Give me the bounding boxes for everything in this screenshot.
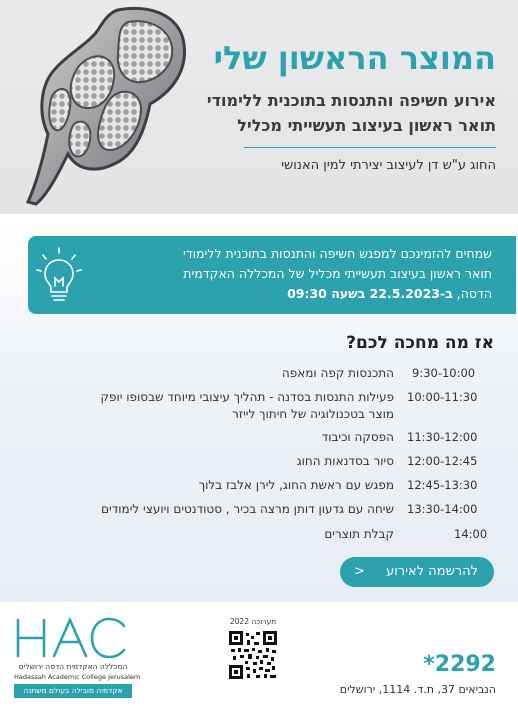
schedule-time: 9:30-10:00	[412, 366, 476, 380]
lightbulb-icon	[28, 236, 90, 314]
register-button[interactable]	[340, 557, 494, 587]
schedule-activity-line-1: פעילות התנסות בסדנה - תהליך עיצובי מיוחד שבסופו יופק	[100, 390, 394, 404]
phone-number[interactable]: *2292	[423, 652, 496, 677]
schedule-activity: סיור בסדנאות החוג	[296, 454, 394, 468]
subtitle-line-1: אירוע חשיפה והתנסות בתוכנית ללימודי	[206, 91, 496, 110]
register-label: להרשמה לאירוע	[386, 564, 478, 579]
schedule-time: 13:30-14:00	[407, 502, 478, 516]
schedule-row	[0, 429, 518, 449]
chevron-left-icon: <	[354, 564, 365, 579]
expo-label: תערוכה 2022	[229, 617, 277, 626]
schedule-activity: מפגש עם ראשת החוג, לירן אלבז בלוך	[198, 478, 394, 492]
invitation-line-1: שמחים להזמינכם למפגש חשיפה והתנסות בתוכנית ללימודי	[183, 246, 492, 261]
qr-code[interactable]	[229, 631, 277, 691]
host-department: החוג ע"ש דן לעיצוב יצירתי למין האנושי	[281, 158, 496, 173]
invitation-date: ב-22.5.2023 בשעה 09:30	[287, 286, 453, 301]
hac-logo	[14, 616, 128, 660]
schedule-activity: שיחה עם גדעון דותן מרצה בכיר , סטודנטים ויועצי לימודים	[101, 502, 394, 516]
invitation-line-2: תואר ראשון בעיצוב תעשייתי מכליל של המכללה האקדמית	[183, 266, 492, 281]
schedule-time: 10:00-11:30	[407, 390, 478, 404]
schedule-row	[0, 453, 518, 473]
invitation-text	[112, 244, 492, 304]
header-divider	[244, 147, 496, 148]
schedule-time: 11:30-12:00	[407, 430, 478, 444]
college-slogan: אקדמיה מובילה בעולם משתנה	[14, 684, 132, 698]
schedule-row	[0, 389, 518, 429]
schedule-title: אז מה מחכה לכם?	[346, 333, 494, 353]
college-name-english: Hadassah Academic College Jerusalem	[14, 673, 141, 681]
college-name-hebrew: המכללה האקדמית הדסה ירושלים	[18, 662, 128, 671]
schedule-row	[0, 477, 518, 497]
schedule-activity-line-2: מוצר בטכנולוגיה של חיתוך לייזר	[232, 407, 394, 421]
schedule-row	[0, 501, 518, 521]
schedule-time: 12:00-12:45	[407, 454, 478, 468]
schedule-activity: התכנסות קפה ומאפה	[281, 366, 394, 380]
page-title: המוצר הראשון שלי	[213, 39, 496, 77]
schedule-time: 14:00	[454, 527, 488, 541]
schedule-activity: הפסקה וכיבוד	[321, 430, 394, 444]
schedule-activity: קבלת תוצרים	[324, 527, 394, 541]
event-subtitle	[156, 88, 496, 138]
invitation-place: הדסה,	[452, 286, 492, 301]
subtitle-line-2: תואר ראשון בעיצוב תעשייתי מכליל	[237, 116, 496, 135]
address: הנביאים 37, ת.ד. 1114, ירושלים	[339, 683, 496, 696]
schedule-row	[0, 526, 518, 546]
schedule-time: 12:45-13:30	[407, 478, 478, 492]
schedule-row	[0, 365, 518, 385]
invitation-line-3	[112, 284, 492, 304]
